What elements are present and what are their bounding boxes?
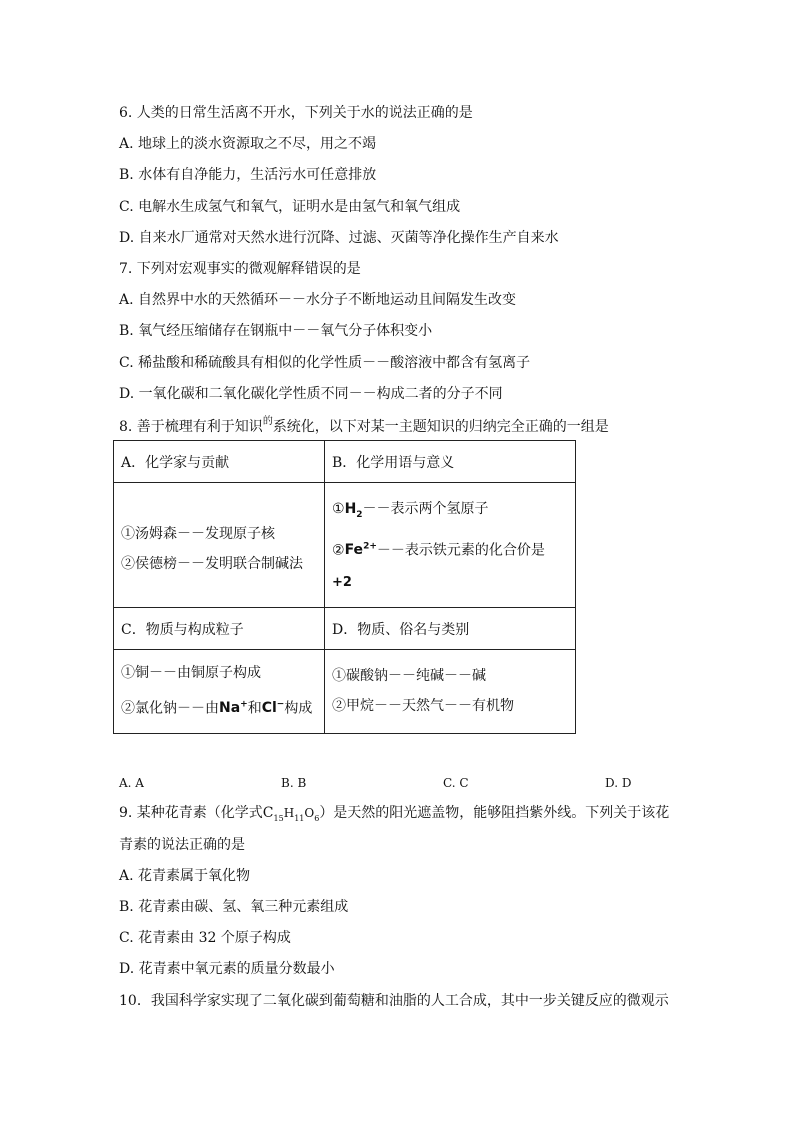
q8-stem-post: 系统化，以下对某一主题知识的归纳完全正确的一组是: [272, 419, 609, 435]
c-line-2-post: 构成: [284, 700, 313, 717]
ion-na-sup: +: [240, 699, 248, 710]
q8-option-b: B. B: [281, 776, 307, 790]
q6-option-c: C. 电解水生成氢气和氧气，证明水是由氢气和氧气组成: [119, 199, 461, 215]
q6-stem: 6. 人类的日常生活离不开水，下列关于水的说法正确的是: [119, 105, 473, 121]
q7-option-d: D. 一氧化碳和二氧化碳化学性质不同－－构成二者的分子不同: [119, 386, 503, 402]
q9-option-a: A. 花青素属于氧化物: [119, 868, 251, 884]
c-line-1: ①铜－－由铜原子构成: [121, 664, 261, 681]
b-line-1-text: －－表示两个氢原子: [362, 500, 489, 517]
q9-h: H: [283, 806, 295, 820]
ion-na: [219, 700, 248, 716]
q9-stem: [119, 804, 669, 828]
q10-stem: 10．我国科学家实现了二氧化碳到葡萄糖和油脂的人工合成，其中一步关键反应的微观示: [119, 993, 669, 1009]
q9-option-b: B. 花青素由碳、氢、氧三种元素组成: [119, 899, 349, 915]
cell-c-header: [114, 608, 325, 650]
q9-option-c: C. 花青素由 32 个原子构成: [119, 930, 291, 946]
q9-c-sub: 15: [273, 813, 284, 823]
q8-knowledge-table: [113, 440, 576, 734]
c-header-text: C．物质与构成粒子: [121, 621, 244, 638]
b-header-text: B．化学用语与意义: [332, 454, 455, 471]
b-line-2: [332, 538, 568, 560]
b-line-1: [332, 500, 568, 524]
c-line-2-pre: ②氯化钠－－由: [121, 700, 219, 717]
q9-stem-line-2: 青素的说法正确的是: [119, 837, 245, 853]
q8-stem: [119, 418, 609, 438]
ion-cl: [262, 700, 285, 716]
formula-fe-sup: 2+: [363, 541, 377, 552]
a-line-1: ①汤姆森－－发现原子核: [121, 526, 275, 542]
b-line-2-text: －－表示铁元素的化合价是: [376, 542, 545, 559]
cell-d-header: [325, 608, 576, 650]
b-line-2-cont: [332, 573, 568, 592]
cell-c-content: [114, 650, 325, 734]
q9-option-d: D. 花青素中氧元素的质量分数最小: [119, 961, 335, 977]
q9-stem-pre: 9. 某种花青素（化学式C: [119, 805, 274, 821]
a-header-text: A．化学家与贡献: [121, 454, 230, 471]
q8-option-a: A. A: [119, 776, 144, 790]
q8-stem-pre: 8. 善于梳理有利于知识: [119, 419, 263, 435]
q6-option-b: B. 水体有自净能力，生活污水可任意排放: [119, 167, 377, 183]
d-line-1: ①碳酸钠－－纯碱－－碱: [332, 667, 486, 684]
ion-na-symbol: Na: [219, 700, 241, 717]
q9-h-sub: 11: [294, 813, 305, 823]
cell-a-content: [114, 483, 325, 608]
d-line-2: ②甲烷－－天然气－－有机物: [332, 697, 514, 714]
q9-stem-post: ）是天然的阳光遮盖物，能够阻挡紫外线。下列关于该花: [319, 805, 670, 821]
q7-stem: 7. 下列对宏观事实的微观解释错误的是: [119, 261, 361, 277]
valence-plus-2: +2: [332, 575, 352, 591]
q8-stem-sup: 的: [262, 416, 273, 427]
q7-option-b: B. 氧气经压缩储存在钢瓶中－－氧气分子体积变小: [119, 323, 433, 339]
q9-o-sub: 6: [314, 813, 320, 823]
formula-h2: [344, 500, 363, 520]
cell-b-content: [325, 483, 576, 608]
q6-option-d: D. 自来水厂通常对天然水进行沉降、过滤、灭菌等净化操作生产自来水: [119, 230, 559, 246]
c-line-2: [121, 696, 317, 718]
ion-cl-sup: −: [276, 699, 285, 710]
q6-option-a: A. 地球上的淡水资源取之不尽，用之不竭: [119, 136, 377, 152]
c-line-2-mid: 和: [247, 700, 262, 717]
formula-fe-symbol: Fe: [344, 542, 364, 559]
formula-h2-symbol: H: [344, 500, 357, 517]
q8-option-c: C. C: [443, 776, 469, 790]
ion-cl-symbol: Cl: [261, 700, 277, 717]
b-line-2-mark: ②: [332, 542, 345, 559]
q8-option-d: D. D: [605, 776, 632, 790]
d-header-text: D．物质、俗名与类别: [332, 621, 470, 638]
q7-option-a: A. 自然界中水的天然循环－－水分子不断地运动且间隔发生改变: [119, 292, 517, 308]
cell-d-content: [325, 650, 576, 734]
a-line-2: ②侯德榜－－发明联合制碱法: [121, 556, 303, 572]
cell-a-header: [114, 441, 325, 483]
cell-b-header: [325, 441, 576, 483]
q7-option-c: C. 稀盐酸和稀硫酸具有相似的化学性质－－酸溶液中都含有氢离子: [119, 355, 531, 371]
b-line-1-mark: ①: [332, 500, 345, 517]
q9-o: O: [304, 806, 315, 820]
formula-h2-sub: 2: [356, 509, 363, 520]
formula-fe2: [345, 542, 377, 558]
